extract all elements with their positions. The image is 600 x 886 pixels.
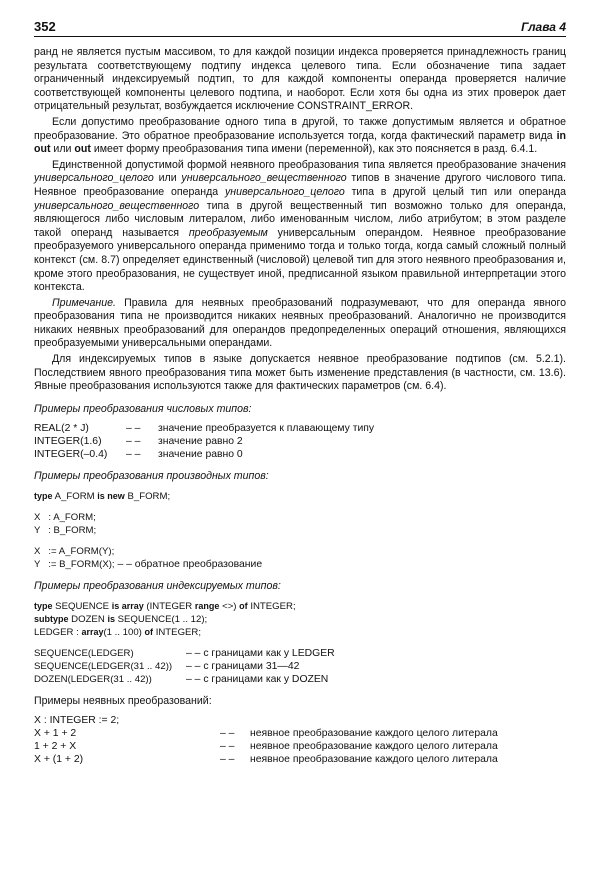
- spacer: [34, 639, 566, 647]
- code-comment: неявное преобразование каждого целого литерала: [250, 754, 498, 766]
- keyword: is array: [111, 600, 144, 611]
- page-number: 352: [34, 19, 56, 34]
- text-run: или: [153, 172, 182, 185]
- paragraph-3: [34, 159, 566, 295]
- code-line: X : A_FORM;: [34, 512, 96, 524]
- keyword-out: out: [74, 143, 91, 156]
- paragraph-2: [34, 116, 566, 157]
- code-text: INTEGER;: [153, 626, 202, 638]
- code-text: DOZEN: [68, 613, 108, 625]
- italic-term: преобразуемым: [188, 226, 268, 239]
- code-text: X + (1 + 2): [34, 754, 84, 766]
- code-line: [34, 673, 566, 686]
- code-text: INTEGER(–0.4): [34, 449, 108, 461]
- comment-dash: – –: [220, 728, 235, 740]
- derived-examples: [34, 490, 566, 571]
- code-comment: значение равно 2: [158, 436, 243, 448]
- paragraph-1: ранд не является пустым массивом, то для каждой позиции индекса проверяется принадлежность границ результата соответствующему подтипу индекса целевого типа. Если обозначение типа задает ограниченный индексируемый подтип, то для каждой компоненты операнда проверяется наличие соответствующей компоненты целевого подтипа, и наоборот. Если хотя бы одна из этих проверок дает отрицательный результат, возбуждается исключение CONSTRAINT_ERROR.: [34, 46, 566, 113]
- code-line: X := A_FORM(Y);: [34, 546, 115, 558]
- code-comment: – – с границами как у DOZEN: [186, 673, 329, 685]
- numeric-examples: [34, 422, 566, 461]
- code-text: SEQUENCE: [52, 600, 112, 612]
- code-line: [34, 647, 566, 660]
- code-line: [34, 435, 566, 448]
- code-line: [34, 626, 566, 639]
- comment-dash: – –: [126, 436, 141, 448]
- caption-implicit-examples: Примеры неявных преобразований:: [34, 694, 212, 707]
- text-run: типа в другой целый тип или операнда: [344, 185, 566, 198]
- caption-array-examples: Примеры преобразования индексируемых типов:: [34, 580, 281, 593]
- page-header: [34, 16, 566, 37]
- text-run: Единственной допустимой формой неявного преобразования типа является преобразование значения: [52, 158, 566, 171]
- code-text: LEDGER :: [34, 626, 82, 638]
- code-text: DOZEN(LEDGER(31 .. 42)): [34, 673, 152, 685]
- text-run: Если допустимо преобразование одного типа в другой, то также допустимым является и обратное преобразование. Это обратное преобразование используется тогда, когда фактический параметр вида: [34, 115, 566, 142]
- code-text: (1 .. 100): [103, 626, 145, 638]
- keyword: range: [194, 600, 220, 611]
- code-line: [34, 740, 566, 753]
- document-page: [34, 16, 566, 766]
- code-text: 1 + 2 + X: [34, 741, 77, 753]
- comment-dash: – –: [220, 754, 235, 766]
- code-text: REAL(2 * J): [34, 423, 89, 435]
- code-comment: неявное преобразование каждого целого литерала: [250, 728, 498, 740]
- code-line: [34, 727, 566, 740]
- text-run: типов в значение другого числового типа. Неявное преобразование операнда: [34, 172, 566, 198]
- italic-term: универсального_целого: [224, 185, 345, 198]
- text-run: или: [50, 143, 75, 156]
- keyword: is new: [97, 491, 125, 502]
- code-text: A_FORM: [52, 491, 98, 503]
- code-line: [34, 558, 566, 571]
- code-text: (INTEGER: [143, 600, 195, 612]
- implicit-examples: [34, 714, 566, 766]
- caption-derived-examples: Примеры преобразования производных типов:: [34, 470, 269, 483]
- code-comment: – – с границами 31—42: [186, 660, 300, 672]
- code-text: SEQUENCE(LEDGER(31 .. 42)): [34, 660, 173, 672]
- code-text: B_FORM;: [124, 491, 171, 503]
- code-line: [34, 448, 566, 461]
- code-line: X : INTEGER := 2;: [34, 715, 120, 727]
- keyword: array: [81, 626, 104, 637]
- italic-term: универсального_вещественного: [34, 199, 200, 212]
- code-comment: значение равно 0: [158, 449, 243, 461]
- keyword: of: [144, 626, 154, 637]
- array-examples: [34, 600, 566, 686]
- code-comment: неявное преобразование каждого целого литерала: [250, 741, 498, 753]
- keyword-in-out: in out: [34, 129, 566, 156]
- code-text: INTEGER;: [247, 600, 296, 612]
- paragraph-note: [34, 297, 566, 351]
- code-line: [34, 660, 566, 673]
- code-text: Y := B_FORM(X);: [34, 559, 115, 571]
- comment-dash: – –: [220, 741, 235, 753]
- keyword: is: [107, 613, 115, 624]
- code-comment: – – обратное преобразование: [114, 559, 263, 571]
- code-text: X + 1 + 2: [34, 728, 77, 740]
- keyword: subtype: [34, 613, 69, 624]
- italic-term: универсального_целого: [34, 172, 154, 185]
- code-line: [34, 753, 566, 766]
- keyword: type: [34, 600, 53, 611]
- keyword: type: [34, 491, 53, 502]
- paragraph-5: Для индексируемых типов в языке допускается неявное преобразование подтипов (см. 5.2.1). Последствием явного преобразования типа может быть изменение представления (в частности, см. 13.6). Явные преобразования используются также для фактических параметров (см. 6.4).: [34, 353, 566, 393]
- code-line: [34, 600, 566, 613]
- code-line: [34, 613, 566, 626]
- code-text: <>): [219, 600, 240, 612]
- text-run: типа в другой вещественный тип возможно только для операнда, являющегося либо числовым литералом, либо именованным числом, либо атрибутом; в этом разделе такой операнд называется: [34, 199, 566, 239]
- caption-numeric-examples: Примеры преобразования числовых типов:: [34, 402, 252, 415]
- code-line: [34, 490, 566, 503]
- code-line: Y : B_FORM;: [34, 525, 97, 537]
- code-line: [34, 422, 566, 435]
- comment-dash: – –: [126, 449, 141, 461]
- code-text: SEQUENCE(LEDGER): [34, 647, 134, 659]
- code-comment: – – с границами как у LEDGER: [186, 647, 335, 659]
- keyword: of: [239, 600, 248, 611]
- text-run: имеет форму преобразования типа имени (переменной), как это поясняется в разд. 6.4.1.: [90, 143, 538, 156]
- spacer: [34, 537, 566, 545]
- text-run: универсальным операндом. Неявное преобразование преобразуемого универсального операнда применимо тогда и только тогда, когда самый сложный полный контекст (см. 8.7) определяет единственный (числовой) целевой тип для этого неявного преобразования и, кроме этого преобразования, не существует иной, предписанной языком правильной интерпретации этого контекста.: [34, 226, 566, 294]
- page-body: [34, 46, 566, 766]
- note-label: Примечание.: [52, 296, 116, 309]
- text-run: Правила для неявных преобразований подразумевают, что для операнда явного преобразования типа не производится никаких неявных преобразований. Аналогично не производится никаких неявных преобразований для операндов предопределенных операций отношения, являющихся преобразуемыми универсальными операндами.: [34, 296, 566, 350]
- comment-dash: – –: [126, 423, 141, 435]
- spacer: [34, 503, 566, 511]
- code-text: INTEGER(1.6): [34, 436, 102, 448]
- chapter-title: Глава 4: [521, 20, 566, 34]
- italic-term: универсального_вещественного: [181, 172, 347, 185]
- code-comment: значение преобразуется к плавающему типу: [158, 423, 375, 435]
- code-text: SEQUENCE(1 .. 12);: [114, 613, 208, 625]
